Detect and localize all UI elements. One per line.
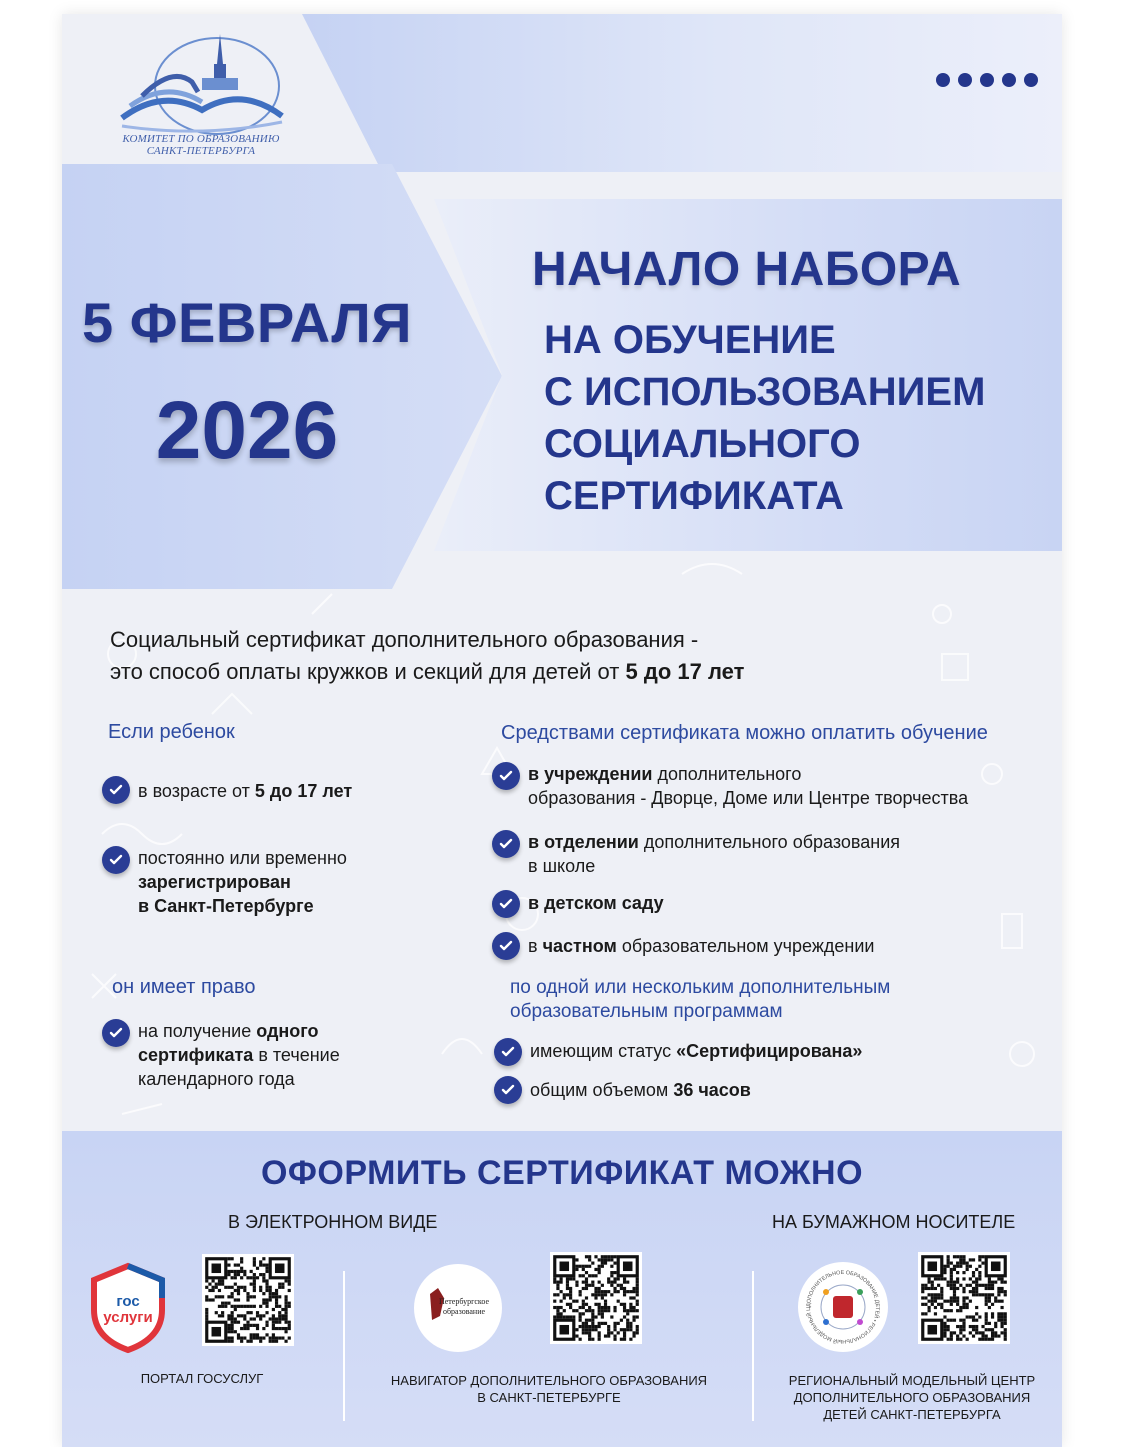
text-bold: 5 до 17 лет xyxy=(254,781,353,801)
navigator-logo-line2: образование xyxy=(442,1307,486,1316)
sub-heading-line: С ИСПОЛЬЗОВАНИЕМ xyxy=(544,370,986,414)
navigator-caption xyxy=(354,1372,744,1406)
caption-line: ДЕТЕЙ САНКТ-ПЕТЕРБУРГА xyxy=(823,1407,1001,1422)
navigator-logo xyxy=(414,1264,502,1352)
logo-caption-line1: КОМИТЕТ ПО ОБРАЗОВАНИЮ xyxy=(122,133,280,145)
text-part: дополнительного образования xyxy=(638,832,901,852)
text-line: постоянно или временно xyxy=(138,848,347,868)
pay-kindergarten xyxy=(492,890,664,918)
top-banner-band xyxy=(302,14,1062,172)
divider xyxy=(343,1271,345,1421)
start-year: 2026 xyxy=(155,385,339,476)
paper-label: НА БУМАЖНОМ НОСИТЕЛЕ xyxy=(772,1212,1016,1232)
regional-center-caption xyxy=(762,1372,1062,1423)
check-icon xyxy=(492,932,520,960)
text-bold: в учреждении xyxy=(528,764,653,784)
check-icon xyxy=(102,846,130,874)
gosuslugi-logo-line2: услуги xyxy=(103,1309,153,1326)
check-icon xyxy=(102,1019,130,1047)
sub-heading-line: СЕРТИФИКАТА xyxy=(544,474,844,518)
regional-center-emblem-icon xyxy=(798,1262,888,1352)
text-part: дополнительного xyxy=(652,764,802,784)
poster xyxy=(62,14,1062,1447)
dot xyxy=(1002,73,1016,87)
dot xyxy=(980,73,994,87)
center-logo-ring-text: ДОПОЛНИТЕЛЬНОЕ ОБРАЗОВАНИЕ ДЕТЕЙ • РЕГИОНАЛЬНЫЙ МОДЕЛЬНЫЙ Ц xyxy=(805,1269,881,1345)
dot xyxy=(1024,73,1038,87)
text-bold: в отделении xyxy=(528,832,639,852)
intro-line2 xyxy=(110,656,1010,688)
condition-age-text xyxy=(138,776,352,803)
condition-age xyxy=(102,776,352,804)
text-bold: 36 часов xyxy=(673,1080,751,1100)
text-line: календарного года xyxy=(138,1069,295,1089)
right-certificate-text xyxy=(138,1019,340,1091)
pay-private-text xyxy=(528,932,874,958)
right-column-title: Средствами сертификата можно оплатить обучение xyxy=(501,722,988,744)
pay-kindergarten-text xyxy=(528,890,664,915)
navigator-logo-line1: Петербургское xyxy=(438,1297,490,1306)
program-hours-text xyxy=(530,1076,751,1102)
text-line: образования - Дворце, Доме или Центре творчества xyxy=(528,788,969,808)
text-line xyxy=(528,762,968,786)
text-line: в школе xyxy=(528,856,596,876)
intro-text xyxy=(110,624,1010,688)
caption-line: ДОПОЛНИТЕЛЬНОГО ОБРАЗОВАНИЯ xyxy=(793,1390,1031,1405)
condition-registration xyxy=(102,846,347,918)
regional-center-qr-code[interactable] xyxy=(918,1252,1010,1344)
program-certified-text xyxy=(530,1038,862,1063)
check-icon xyxy=(494,1076,522,1104)
logo-caption xyxy=(96,133,306,157)
program-hours xyxy=(494,1076,751,1104)
caption-line: РЕГИОНАЛЬНЫЙ МОДЕЛЬНЫЙ ЦЕНТР xyxy=(788,1373,1036,1388)
regional-center-logo xyxy=(798,1262,888,1352)
electronic-label: В ЭЛЕКТРОННОМ ВИДЕ xyxy=(228,1212,438,1232)
text-line xyxy=(138,1019,340,1043)
main-heading: НАЧАЛО НАБОРА xyxy=(532,243,962,296)
sub-heading-line: СОЦИАЛЬНОГО xyxy=(544,422,861,466)
programs-title xyxy=(510,976,890,1024)
pay-institution xyxy=(492,762,968,810)
text-bold: сертификата xyxy=(138,1045,254,1065)
programs-line: образовательным программам xyxy=(510,1001,783,1022)
divider xyxy=(752,1271,754,1421)
decorative-dots xyxy=(936,73,1038,87)
gosuslugi-qr-code[interactable] xyxy=(202,1254,294,1346)
dot xyxy=(936,73,950,87)
pay-school-text xyxy=(528,830,900,878)
text-part: образовательном учреждении xyxy=(616,936,875,956)
start-date: 5 ФЕВРАЛЯ xyxy=(82,291,412,354)
text-part: в xyxy=(528,936,543,956)
pay-institution-text xyxy=(528,762,968,810)
right-certificate xyxy=(102,1019,340,1091)
text-line xyxy=(528,830,900,854)
text-bold-line: зарегистрирован xyxy=(138,872,291,892)
logo-caption-line2: САНКТ-ПЕТЕРБУРГА xyxy=(146,145,256,157)
left-column-title: Если ребенок xyxy=(108,721,235,743)
sub-heading xyxy=(544,314,985,522)
condition-registration-text xyxy=(138,846,347,918)
check-icon xyxy=(492,762,520,790)
pay-school xyxy=(492,830,900,878)
caption-line: В САНКТ-ПЕТЕРБУРГЕ xyxy=(477,1390,621,1405)
text-bold: частном xyxy=(542,936,617,956)
age-range: 5 до 17 лет xyxy=(625,659,745,684)
text-bold: одного xyxy=(256,1021,319,1041)
text-bold-line: в Санкт-Петербурге xyxy=(138,896,314,916)
apply-title: ОФОРМИТЬ СЕРТИФИКАТ МОЖНО xyxy=(260,1154,864,1192)
intro-line1: Социальный сертификат дополнительного образования - xyxy=(110,627,699,652)
dot xyxy=(958,73,972,87)
program-certified xyxy=(494,1038,862,1066)
gosuslugi-logo-line1: гос xyxy=(116,1293,140,1310)
check-icon xyxy=(492,830,520,858)
gosuslugi-logo-icon xyxy=(84,1262,172,1354)
intro-line2-text: это способ оплаты кружков и секций для детей от xyxy=(110,659,626,684)
check-icon xyxy=(492,890,520,918)
text-part: в возрасте от xyxy=(138,781,255,801)
text-part: в течение xyxy=(253,1045,340,1065)
text-line xyxy=(138,1043,340,1067)
text-part: на получение xyxy=(138,1021,257,1041)
text-bold: «Сертифицирована» xyxy=(676,1041,863,1061)
programs-line: по одной или нескольким дополнительным xyxy=(510,977,891,998)
navigator-emblem-icon xyxy=(414,1264,502,1352)
caption-line: НАВИГАТОР ДОПОЛНИТЕЛЬНОГО ОБРАЗОВАНИЯ xyxy=(390,1373,708,1388)
check-icon xyxy=(494,1038,522,1066)
sub-heading-line: НА ОБУЧЕНИЕ xyxy=(544,318,836,362)
navigator-qr-code[interactable] xyxy=(550,1252,642,1344)
text-part: имеющим статус xyxy=(530,1041,677,1061)
rights-title: он имеет право xyxy=(112,976,256,998)
gosuslugi-caption: ПОРТАЛ ГОСУСЛУГ xyxy=(140,1371,264,1386)
pay-private xyxy=(492,932,874,960)
text-bold: в детском саду xyxy=(528,893,664,913)
text-part: общим объемом xyxy=(530,1080,674,1100)
check-icon xyxy=(102,776,130,804)
